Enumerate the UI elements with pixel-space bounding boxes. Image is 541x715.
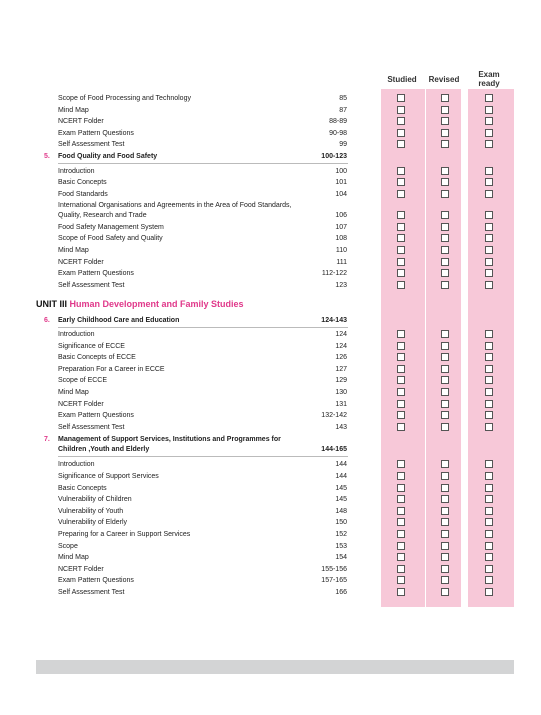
studied-checkbox[interactable] (397, 281, 405, 289)
page-range: 123 (335, 281, 347, 289)
studied-checkbox[interactable] (397, 518, 405, 526)
exam-ready-checkbox[interactable] (485, 246, 493, 254)
studied-checkbox[interactable] (397, 167, 405, 175)
exam-ready-checkbox[interactable] (485, 353, 493, 361)
page-range: 144 (335, 461, 347, 469)
unit-title: Human Development and Family Studies (69, 299, 244, 309)
page-range: 150 (335, 519, 347, 527)
revised-checkbox[interactable] (441, 167, 449, 175)
revised-checkbox[interactable] (441, 178, 449, 186)
exam-ready-checkbox[interactable] (485, 258, 493, 266)
entry-title: Food Quality and Food Safety (58, 153, 158, 160)
studied-checkbox[interactable] (397, 411, 405, 419)
exam-ready-checkbox[interactable] (485, 423, 493, 431)
page-range: 132-142 (321, 412, 347, 420)
page-range: 127 (335, 365, 347, 373)
studied-checkbox[interactable] (397, 565, 405, 573)
exam-ready-checkbox[interactable] (485, 167, 493, 175)
exam-ready-checkbox[interactable] (485, 129, 493, 137)
entry-title: Mind Map (58, 554, 89, 562)
entry-title: Introduction (58, 461, 95, 469)
revised-checkbox[interactable] (441, 423, 449, 431)
entry-title: Basic Concepts (58, 179, 107, 187)
entry-title: Vulnerability of Elderly (58, 519, 127, 527)
page-range: 157-165 (321, 577, 347, 585)
entry-title: Basic Concepts (58, 484, 107, 492)
page-range: 144 (335, 473, 347, 480)
entry-title: Vulnerability of Youth (58, 507, 124, 515)
studied-checkbox[interactable] (397, 542, 405, 550)
exam-ready-checkbox[interactable] (485, 178, 493, 186)
revised-checkbox[interactable] (441, 576, 449, 584)
revised-checkbox[interactable] (441, 518, 449, 526)
entry-title: Scope (58, 542, 78, 550)
page-range: 126 (335, 354, 347, 362)
revised-checkbox[interactable] (441, 106, 449, 114)
revised-checkbox[interactable] (441, 223, 449, 231)
revised-checkbox[interactable] (441, 129, 449, 137)
revised-checkbox[interactable] (441, 460, 449, 468)
revised-checkbox[interactable] (441, 342, 449, 350)
footer-band (36, 660, 514, 674)
studied-checkbox[interactable] (397, 530, 405, 538)
revised-checkbox[interactable] (441, 246, 449, 254)
page-range: 130 (335, 389, 347, 396)
studied-checkbox[interactable] (397, 507, 405, 515)
chapter-number: 5. (44, 153, 50, 160)
page-range: 111 (336, 258, 347, 266)
page-range: 153 (335, 542, 347, 550)
entry-title: Early Childhood Care and Education (58, 317, 180, 324)
revised-checkbox[interactable] (441, 588, 449, 596)
studied-checkbox[interactable] (397, 553, 405, 561)
exam-ready-checkbox[interactable] (485, 234, 493, 242)
entry-title-continued: Quality, Research and Trade (58, 212, 147, 220)
entry-title: Scope of Food Safety and Quality (58, 235, 163, 243)
studied-checkbox[interactable] (397, 234, 405, 242)
exam-ready-checkbox[interactable] (485, 542, 493, 550)
studied-checkbox[interactable] (397, 269, 405, 277)
exam-ready-checkbox[interactable] (485, 411, 493, 419)
revised-checkbox[interactable] (441, 190, 449, 198)
entry-title: Preparing for a Career in Support Services (58, 531, 191, 538)
studied-checkbox[interactable] (397, 576, 405, 584)
exam-ready-checkbox[interactable] (485, 117, 493, 125)
chapter-number: 6. (44, 317, 50, 324)
page-range: 152 (335, 531, 347, 538)
page-range: 112-122 (321, 270, 347, 278)
page-range: 107 (335, 223, 347, 231)
entry-title: Self Assessment Test (58, 589, 125, 596)
entry-title: Self Assessment Test (58, 141, 125, 149)
entry-title: Self Assessment Test (58, 281, 125, 289)
exam-ready-checkbox[interactable] (485, 507, 493, 515)
page-range: 110 (335, 247, 347, 254)
exam-ready-checkbox[interactable] (485, 530, 493, 538)
entry-title: NCERT Folder (58, 258, 104, 266)
studied-checkbox[interactable] (397, 117, 405, 125)
chapter-underline (58, 163, 348, 164)
page-range: 104 (335, 190, 347, 198)
studied-checkbox[interactable] (397, 400, 405, 408)
page-range: 131 (335, 400, 347, 408)
revised-checkbox[interactable] (441, 472, 449, 480)
studied-checkbox[interactable] (397, 246, 405, 254)
entry-title: NCERT Folder (58, 565, 104, 573)
entry-title: Significance of ECCE (58, 342, 125, 350)
revised-checkbox[interactable] (441, 400, 449, 408)
page-range: 100 (335, 167, 347, 175)
entry-title: International Organisations and Agreements in the Area of Food Standards, (58, 202, 292, 210)
exam-ready-checkbox[interactable] (485, 281, 493, 289)
revised-checkbox[interactable] (441, 330, 449, 338)
exam-ready-checkbox[interactable] (485, 211, 493, 219)
page-range: 155-156 (321, 565, 347, 573)
entry-title: Introduction (58, 167, 95, 175)
studied-checkbox[interactable] (397, 223, 405, 231)
entry-title: Exam Pattern Questions (58, 129, 134, 137)
chapter-underline (58, 327, 348, 328)
page-range: 129 (335, 377, 347, 385)
exam-ready-checkbox[interactable] (485, 400, 493, 408)
page-range: 154 (335, 554, 347, 562)
exam-ready-checkbox[interactable] (485, 565, 493, 573)
studied-checkbox[interactable] (397, 211, 405, 219)
exam-ready-checkbox[interactable] (485, 472, 493, 480)
entry-title: Self Assessment Test (58, 423, 125, 431)
studied-checkbox[interactable] (397, 388, 405, 396)
exam-ready-checkbox[interactable] (485, 553, 493, 561)
entry-title: Basic Concepts of ECCE (58, 354, 136, 362)
exam-ready-checkbox[interactable] (485, 588, 493, 596)
studied-checkbox[interactable] (397, 94, 405, 102)
page-range: 143 (335, 423, 347, 431)
entry-title: NCERT Folder (58, 118, 104, 126)
page-range: 106 (335, 212, 347, 220)
revised-checkbox[interactable] (441, 565, 449, 573)
revised-checkbox[interactable] (441, 376, 449, 384)
page-range: 100-123 (321, 153, 347, 160)
exam-ready-checkbox[interactable] (485, 330, 493, 338)
exam-ready-checkbox[interactable] (485, 376, 493, 384)
exam-ready-header-line1: Exam (478, 70, 500, 79)
unit-label: UNIT III (36, 299, 70, 309)
studied-checkbox[interactable] (397, 342, 405, 350)
page-range: 85 (339, 95, 347, 102)
studied-checkbox[interactable] (397, 484, 405, 492)
studied-checkbox[interactable] (397, 365, 405, 373)
revised-checkbox[interactable] (441, 495, 449, 503)
entry-title: Mind Map (58, 389, 89, 396)
studied-checkbox[interactable] (397, 190, 405, 198)
revised-checkbox[interactable] (441, 281, 449, 289)
exam-ready-checkbox[interactable] (485, 106, 493, 114)
entry-title: Management of Support Services, Institutions and Programmes for (58, 436, 281, 444)
page-range: 108 (335, 235, 347, 243)
entry-title: Exam Pattern Questions (58, 270, 134, 278)
studied-checkbox[interactable] (397, 330, 405, 338)
entry-title: Scope of ECCE (58, 377, 108, 385)
studied-checkbox[interactable] (397, 588, 405, 596)
page-range: 124 (335, 331, 347, 338)
entry-title: Scope of Food Processing and Technology (58, 95, 191, 102)
studied-checkbox[interactable] (397, 423, 405, 431)
exam-ready-checkbox[interactable] (485, 460, 493, 468)
studied-checkbox[interactable] (397, 460, 405, 468)
page-range: 166 (335, 589, 347, 596)
revised-checkbox[interactable] (441, 530, 449, 538)
studied-checkbox[interactable] (397, 472, 405, 480)
revised-checkbox[interactable] (441, 269, 449, 277)
entry-title: NCERT Folder (58, 400, 104, 408)
revised-checkbox[interactable] (441, 411, 449, 419)
entry-title: Mind Map (58, 247, 89, 254)
entry-title-continued: Children ,Youth and Elderly (58, 446, 150, 454)
studied-checkbox[interactable] (397, 258, 405, 266)
exam-ready-checkbox[interactable] (485, 190, 493, 198)
studied-header: Studied (387, 75, 417, 84)
exam-ready-checkbox[interactable] (485, 94, 493, 102)
revised-checkbox[interactable] (441, 234, 449, 242)
entry-title: Mind Map (58, 106, 89, 114)
page-range: 99 (339, 141, 347, 149)
entry-title: Exam Pattern Questions (58, 412, 134, 420)
exam-ready-checkbox[interactable] (485, 365, 493, 373)
studied-checkbox[interactable] (397, 140, 405, 148)
exam-ready-checkbox[interactable] (485, 342, 493, 350)
exam-ready-checkbox[interactable] (485, 388, 493, 396)
page-range: 90-98 (329, 129, 347, 137)
revised-checkbox[interactable] (441, 94, 449, 102)
entry-title: Vulnerability of Children (58, 496, 132, 504)
studied-checkbox[interactable] (397, 129, 405, 137)
exam-ready-header-line2: ready (478, 79, 500, 88)
page-range: 148 (335, 507, 347, 515)
exam-ready-checkbox[interactable] (485, 484, 493, 492)
entry-title: Exam Pattern Questions (58, 577, 134, 585)
studied-checkbox[interactable] (397, 495, 405, 503)
studied-checkbox[interactable] (397, 106, 405, 114)
unit-heading (36, 299, 244, 309)
revised-checkbox[interactable] (441, 140, 449, 148)
chapter-underline (58, 456, 348, 457)
entry-title: Food Standards (58, 190, 108, 198)
revised-checkbox[interactable] (441, 388, 449, 396)
studied-checkbox[interactable] (397, 353, 405, 361)
exam-ready-checkbox[interactable] (485, 495, 493, 503)
revised-checkbox[interactable] (441, 542, 449, 550)
chapter-number: 7. (44, 436, 50, 444)
revised-checkbox[interactable] (441, 507, 449, 515)
entry-title: Introduction (58, 331, 95, 338)
exam-ready-checkbox[interactable] (485, 576, 493, 584)
studied-checkbox[interactable] (397, 178, 405, 186)
page-range: 87 (339, 106, 347, 114)
exam-ready-checkbox[interactable] (485, 223, 493, 231)
revised-checkbox[interactable] (441, 258, 449, 266)
page-range: 124 (335, 342, 347, 350)
exam-ready-checkbox[interactable] (485, 269, 493, 277)
page-range: 144-165 (321, 446, 347, 454)
exam-ready-checkbox[interactable] (485, 140, 493, 148)
revised-checkbox[interactable] (441, 211, 449, 219)
entry-title: Significance of Support Services (58, 473, 159, 480)
revised-checkbox[interactable] (441, 353, 449, 361)
studied-checkbox[interactable] (397, 376, 405, 384)
entry-title: Preparation For a Career in ECCE (58, 365, 165, 373)
revised-checkbox[interactable] (441, 365, 449, 373)
page-range: 88-89 (329, 118, 347, 126)
exam-ready-checkbox[interactable] (485, 518, 493, 526)
page-range: 145 (335, 484, 347, 492)
entry-title: Food Safety Management System (58, 223, 164, 231)
page-range: 124-143 (321, 317, 347, 324)
page-range: 101 (335, 179, 347, 187)
revised-checkbox[interactable] (441, 484, 449, 492)
revised-checkbox[interactable] (441, 117, 449, 125)
revised-header: Revised (428, 75, 460, 84)
revised-checkbox[interactable] (441, 553, 449, 561)
page-range: 145 (335, 496, 347, 504)
